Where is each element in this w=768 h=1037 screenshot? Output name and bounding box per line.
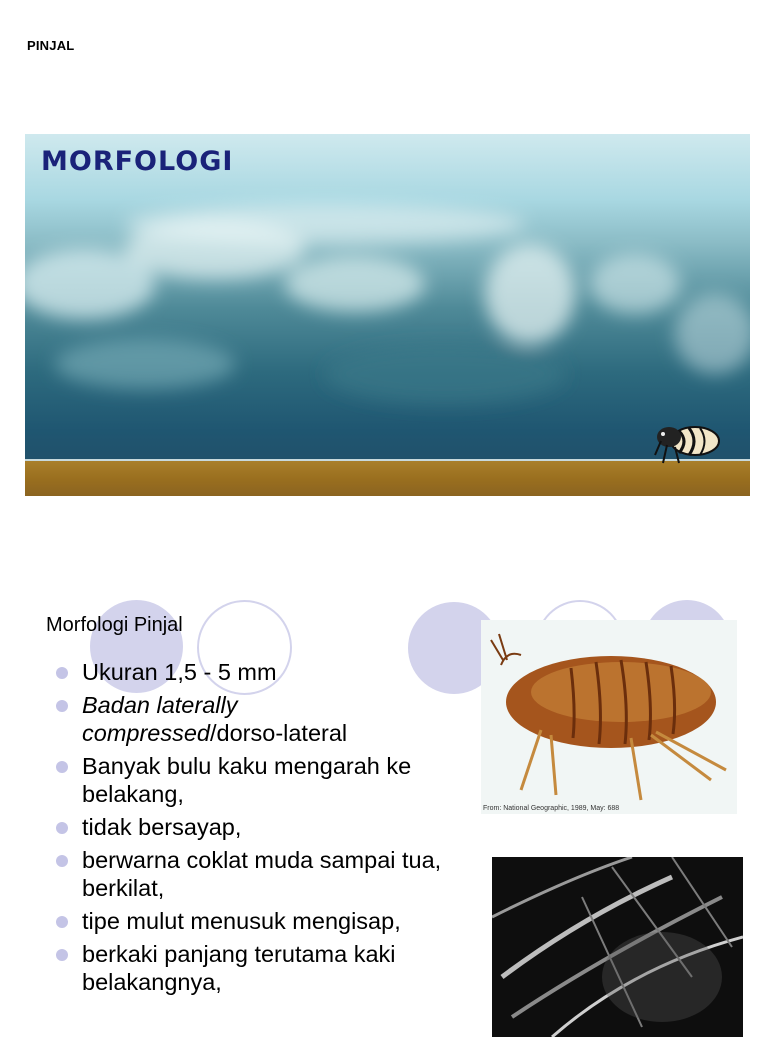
flea-photo	[481, 620, 737, 814]
banner-title: MORFOLOGI	[41, 146, 234, 177]
bullet-icon	[56, 667, 68, 679]
list-item: tipe mulut menusuk mengisap,	[52, 907, 442, 935]
bullet-icon	[56, 949, 68, 961]
list-item: berkaki panjang terutama kaki belakangnya,	[52, 940, 442, 996]
micrograph-photo	[492, 857, 743, 1037]
list-item: berwarna coklat muda sampai tua, berkilat,	[52, 846, 442, 902]
bullet-icon	[56, 700, 68, 712]
flea-icon	[653, 419, 723, 465]
cloud-background	[25, 134, 750, 496]
flea-micrograph-icon	[492, 857, 743, 1037]
slide-title: Morfologi Pinjal	[46, 614, 183, 636]
list-item: Ukuran 1,5 - 5 mm	[52, 658, 442, 686]
photo-caption: From: National Geographic, 1989, May: 688	[483, 805, 620, 812]
bullet-icon	[56, 822, 68, 834]
bullet-icon	[56, 916, 68, 928]
banner-image	[25, 134, 750, 496]
flea-illustration-icon	[481, 620, 737, 814]
list-item: Banyak bulu kaku mengarah ke belakang,	[52, 752, 442, 808]
bullet-icon	[56, 855, 68, 867]
bullet-icon	[56, 761, 68, 773]
bullet-list	[52, 658, 442, 1001]
list-item: Badan laterally compressed/dorso-lateral	[52, 691, 442, 747]
list-item: tidak bersayap,	[52, 813, 442, 841]
header-label: PINJAL	[27, 38, 75, 53]
ground-strip	[25, 459, 750, 496]
